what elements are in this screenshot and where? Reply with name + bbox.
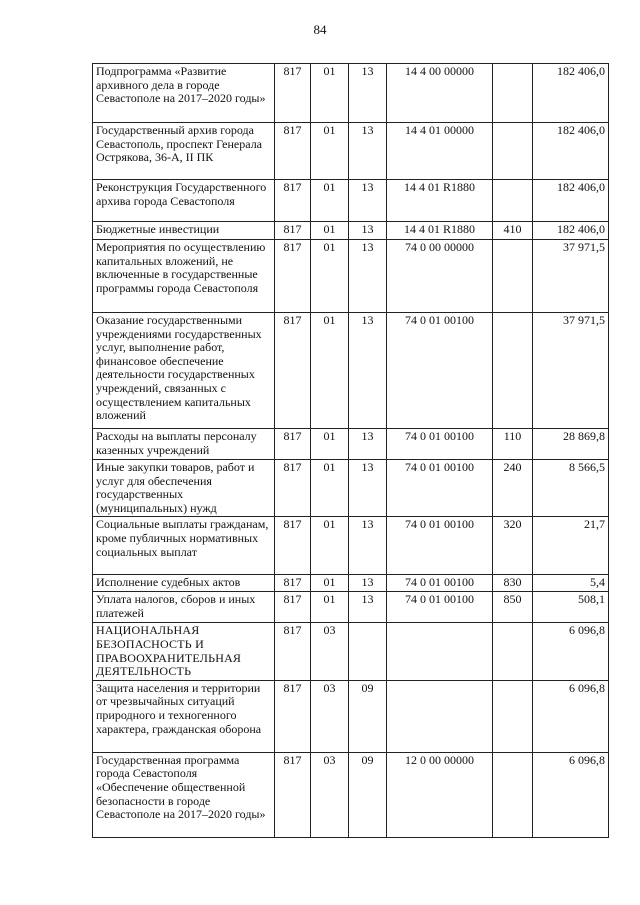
section-code: 01 [311, 222, 349, 240]
row-name: Расходы на выплаты персоналу казенных учреждений [93, 429, 275, 460]
ministry-code: 817 [275, 64, 311, 123]
ministry-code: 817 [275, 680, 311, 752]
table-row [93, 123, 609, 180]
row-name: Оказание государственными учреждениями государственных услуг, выполнение работ, финансовое обеспечение деятельности государственных учреждений, связанных с осуществлением капитальных вложений [93, 313, 275, 429]
subsection-code: 13 [349, 180, 387, 222]
section-code: 03 [311, 752, 349, 837]
target-article-code: 74 0 01 00100 [387, 517, 493, 575]
target-article-code: 74 0 01 00100 [387, 592, 493, 623]
row-name: Государственная программа города Севастополя «Обеспечение общественной безопасности в городе Севастополе на 2017–2020 годы» [93, 752, 275, 837]
ministry-code: 817 [275, 222, 311, 240]
table-row [93, 240, 609, 313]
section-code: 01 [311, 592, 349, 623]
row-name: Подпрограмма «Развитие архивного дела в городе Севастополе на 2017–2020 годы» [93, 64, 275, 123]
subsection-code: 13 [349, 429, 387, 460]
expense-type-code: 410 [493, 222, 533, 240]
ministry-code: 817 [275, 240, 311, 313]
row-name: Исполнение судебных актов [93, 575, 275, 592]
section-code: 01 [311, 313, 349, 429]
expense-type-code [493, 752, 533, 837]
table-row [93, 623, 609, 680]
ministry-code: 817 [275, 517, 311, 575]
ministry-code: 817 [275, 575, 311, 592]
subsection-code: 13 [349, 592, 387, 623]
row-name: Защита населения и территории от чрезвычайных ситуаций природного и техногенного характера, гражданская оборона [93, 680, 275, 752]
subsection-code: 13 [349, 313, 387, 429]
target-article-code: 74 0 01 00100 [387, 460, 493, 517]
section-code: 01 [311, 429, 349, 460]
subsection-code: 13 [349, 222, 387, 240]
target-article-code [387, 623, 493, 680]
expense-type-code: 320 [493, 517, 533, 575]
amount: 37 971,5 [533, 240, 609, 313]
subsection-code: 13 [349, 240, 387, 313]
target-article-code: 14 4 00 00000 [387, 64, 493, 123]
table-row [93, 429, 609, 460]
target-article-code: 12 0 00 00000 [387, 752, 493, 837]
table-row [93, 64, 609, 123]
expense-type-code: 830 [493, 575, 533, 592]
expense-type-code [493, 180, 533, 222]
section-code: 01 [311, 123, 349, 180]
row-name: Государственный архив города Севастополь, проспект Генерала Острякова, 36-А, II ПК [93, 123, 275, 180]
subsection-code: 13 [349, 517, 387, 575]
section-code: 03 [311, 680, 349, 752]
budget-table [92, 63, 609, 838]
section-code: 03 [311, 623, 349, 680]
target-article-code: 74 0 00 00000 [387, 240, 493, 313]
target-article-code: 74 0 01 00100 [387, 429, 493, 460]
amount: 182 406,0 [533, 123, 609, 180]
amount: 182 406,0 [533, 64, 609, 123]
amount: 182 406,0 [533, 180, 609, 222]
subsection-code: 13 [349, 64, 387, 123]
table-row [93, 517, 609, 575]
row-name: Бюджетные инвестиции [93, 222, 275, 240]
ministry-code: 817 [275, 180, 311, 222]
page-number: 84 [313, 22, 327, 37]
ministry-code: 817 [275, 623, 311, 680]
amount: 37 971,5 [533, 313, 609, 429]
ministry-code: 817 [275, 752, 311, 837]
expense-type-code: 850 [493, 592, 533, 623]
amount: 6 096,8 [533, 623, 609, 680]
subsection-code: 13 [349, 123, 387, 180]
target-article-code: 14 4 01 00000 [387, 123, 493, 180]
section-code: 01 [311, 460, 349, 517]
section-code: 01 [311, 180, 349, 222]
table-row [93, 222, 609, 240]
table-row [93, 680, 609, 752]
subsection-code: 09 [349, 752, 387, 837]
target-article-code [387, 680, 493, 752]
expense-type-code: 110 [493, 429, 533, 460]
table-row [93, 592, 609, 623]
target-article-code: 74 0 01 00100 [387, 575, 493, 592]
budget-table-body [93, 64, 609, 838]
row-name: Реконструкция Государственного архива города Севастополя [93, 180, 275, 222]
row-name: Иные закупки товаров, работ и услуг для обеспечения государственных (муниципальных) нужд [93, 460, 275, 517]
amount: 21,7 [533, 517, 609, 575]
target-article-code: 14 4 01 R1880 [387, 180, 493, 222]
section-code: 01 [311, 575, 349, 592]
row-name: Мероприятия по осуществлению капитальных вложений, не включенные в государственные программы города Севастополя [93, 240, 275, 313]
subsection-code [349, 623, 387, 680]
amount: 182 406,0 [533, 222, 609, 240]
amount: 6 096,8 [533, 680, 609, 752]
ministry-code: 817 [275, 313, 311, 429]
ministry-code: 817 [275, 429, 311, 460]
expense-type-code [493, 623, 533, 680]
expense-type-code: 240 [493, 460, 533, 517]
row-name: Социальные выплаты гражданам, кроме публичных нормативных социальных выплат [93, 517, 275, 575]
expense-type-code [493, 680, 533, 752]
expense-type-code [493, 123, 533, 180]
table-row [93, 752, 609, 837]
amount: 8 566,5 [533, 460, 609, 517]
table-row [93, 575, 609, 592]
ministry-code: 817 [275, 592, 311, 623]
expense-type-code [493, 240, 533, 313]
target-article-code: 74 0 01 00100 [387, 313, 493, 429]
subsection-code: 13 [349, 575, 387, 592]
ministry-code: 817 [275, 123, 311, 180]
section-code: 01 [311, 240, 349, 313]
section-code: 01 [311, 64, 349, 123]
target-article-code: 14 4 01 R1880 [387, 222, 493, 240]
subsection-code: 13 [349, 460, 387, 517]
row-name: Уплата налогов, сборов и иных платежей [93, 592, 275, 623]
subsection-code: 09 [349, 680, 387, 752]
amount: 5,4 [533, 575, 609, 592]
ministry-code: 817 [275, 460, 311, 517]
row-name: НАЦИОНАЛЬНАЯ БЕЗОПАСНОСТЬ И ПРАВООХРАНИТЕЛЬНАЯ ДЕЯТЕЛЬНОСТЬ [93, 623, 275, 680]
expense-type-code [493, 313, 533, 429]
table-row [93, 180, 609, 222]
section-code: 01 [311, 517, 349, 575]
amount: 6 096,8 [533, 752, 609, 837]
amount: 508,1 [533, 592, 609, 623]
expense-type-code [493, 64, 533, 123]
table-row [93, 460, 609, 517]
amount: 28 869,8 [533, 429, 609, 460]
table-row [93, 313, 609, 429]
